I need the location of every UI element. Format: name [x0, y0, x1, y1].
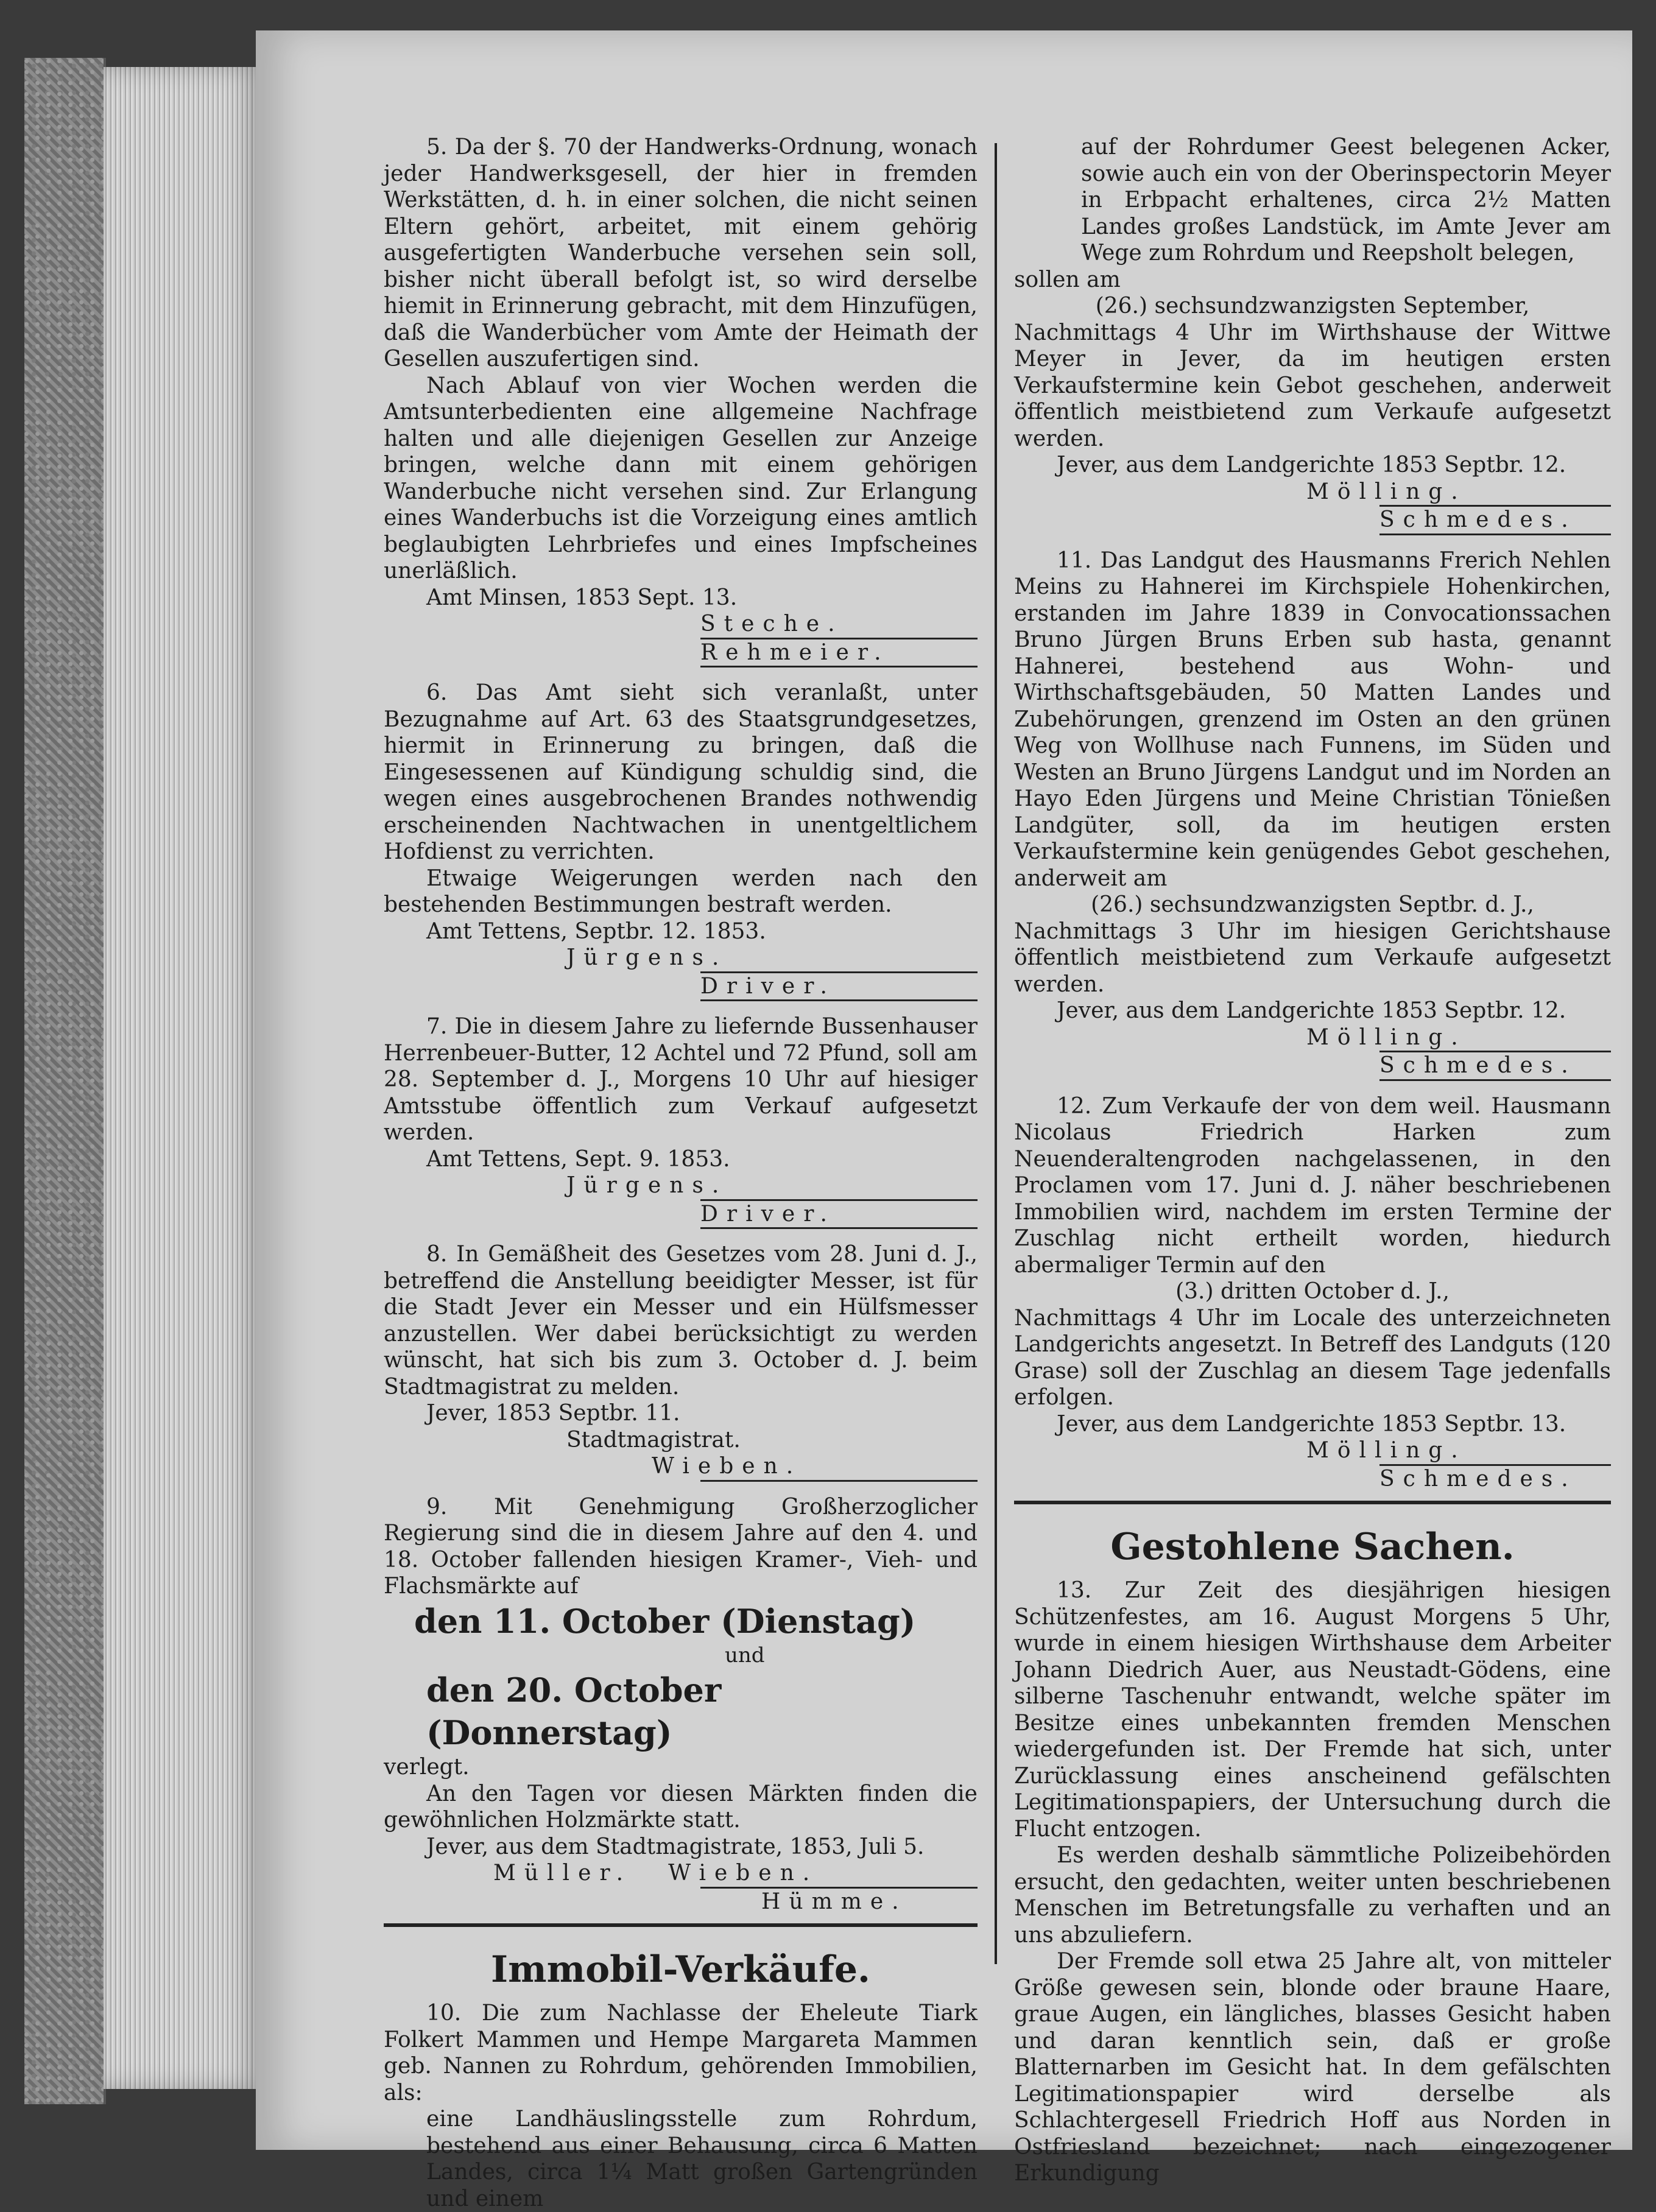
notice-12 — [1014, 1093, 1611, 1505]
signature: Driver. — [700, 973, 836, 999]
notice-dateline: Amt Tettens, Septbr. 12. 1853. — [426, 918, 766, 944]
notice-dateline: Jever, aus dem Landgerichte 1853 Septbr. 12. — [1057, 453, 1566, 477]
notice-dateline: Jever, 1853 Septbr. 11. — [426, 1401, 680, 1426]
notice-5 — [384, 134, 978, 667]
notice-10-continued — [1014, 134, 1611, 535]
notice-11 — [1014, 548, 1611, 1081]
notice-paragraph: Nach Ablauf von vier Wochen werden die Amtsunterbedienten eine allgemeine Nachfrage halten und alle diejenigen Gesellen zur Anzeige bringen, welche dann mit einem gehörigen Wanderbuche nicht versehen sind. Zur Erlangung eines Wanderbuchs ist die Vorzeigung eines amtlich beglaubigten Lehrbriefes und eines Impfscheines unerläßlich. — [384, 373, 978, 583]
notice-paragraph: 9. Mit Genehmigung Großherzoglicher Regierung sind die in diesem Jahre auf den 4. und 18. October fallenden hiesigen Kramer-, Vieh- und Flachsmärkte auf — [384, 1494, 978, 1599]
notice-8 — [384, 1241, 978, 1482]
notice-paragraph: 13. Zur Zeit des diesjährigen hiesigen Schützenfestes, am 16. August Morgens 5 Uhr, wurde in einem hiesigen Wirthshause dem Arbeiter Johann Diedrich Auer, aus Neustadt-Gödens, eine silberne Taschenuhr entwandt, welche später im Besitze eines unbekannten fremden Menschen wiedergefunden ist. Der Fremde hat sich, unter Zurücklassung eines anscheinend gefälschten Legitimationspapiers, der Untersuchung durch die Flucht entzogen. — [1014, 1578, 1611, 1842]
signature: Rehmeier. — [700, 639, 890, 665]
notice-13 — [1014, 1577, 1611, 2187]
signature: Mölling. — [1306, 1438, 1467, 1463]
notice-paragraph: Etwaige Weigerungen werden nach den bestehenden Bestimmungen bestraft werden. — [384, 865, 978, 917]
notice-paragraph: 12. Zum Verkaufe der von dem weil. Hausmann Nicolaus Friedrich Harken zum Neuenderaltengroden nachgelassenen, in den Proclamen vom 17. Juni d. J. näher beschriebenen Immobilien wird, nachdem im ersten Termine der Zuschlag nicht ertheilt worden, hiedurch abermaliger Termin auf den — [1014, 1093, 1611, 1278]
notice-paragraph: Es werden deshalb sämmtliche Polizeibehörden ersucht, den gedachten, weiter unten beschriebenen Menschen im Betretungsfalle zu verhaften und an uns abzuliefern. — [1014, 1843, 1611, 1948]
notice-paragraph: 10. Die zum Nachlasse der Eheleute Tiark Folkert Mammen und Hempe Margareta Mammen geb. Nannen zu Rohrdum, gehörenden Immobilien, als: — [384, 2001, 978, 2105]
divider-line — [1379, 1079, 1611, 1081]
notice-paragraph: 11. Das Landgut des Hausmanns Frerich Nehlen Meins zu Hahnerei im Kirchspiele Hohenkirchen, erstanden im Jahre 1839 in Convocationssachen Bruno Jürgen Bruns Erben sub hasta, genannt Hahnerei, bestehend aus Wohn- und Wirthschaftsgebäuden, 50 Matten Landes und Zubehörungen, grenzend im Osten an den grünen Weg von Wollhuse nach Funnens, im Süden und Westen an Bruno Jürgens Landgut und im Norden an Hayo Eden Jürgens und Meine Christian Tönießen Landgüter, soll, da im heutigen ersten Verkaufstermine kein genügendes Gebot geschehen, anderweit am — [1014, 548, 1611, 891]
auction-date: (3.) dritten October d. J., — [1175, 1279, 1450, 1304]
column-divider — [995, 143, 997, 1964]
notice-dateline: Jever, aus dem Landgerichte 1853 Septbr. 13. — [1057, 1411, 1566, 1437]
notice-dateline: Jever, aus dem Landgerichte 1853 Septbr. 12. — [1057, 998, 1566, 1023]
divider-line — [700, 1480, 978, 1482]
notice-paragraph: Der Fremde soll etwa 25 Jahre alt, von mitteler Größe gewesen sein, blonde oder braune Haare, graue Augen, ein längliches, blasses Gesicht haben und daran kenntlich sein, daß er große Blatternarben im Gesicht hat. In dem gefälschten Legitimationspapier wird derselbe als Schlachtergesell Friedrich Hoff aus Norden in Ostfriesland bezeichnet; nach eingezogener Erkundigung — [1014, 1949, 1611, 2186]
notice-paragraph: An den Tagen vor diesen Märkten finden die gewöhnlichen Holzmärkte statt. — [384, 1781, 978, 1833]
notice-paragraph: 5. Da der §. 70 der Handwerks-Ordnung, wonach jeder Handwerksgesell, der hier in fremden Werkstätten, d. h. in einer solchen, die nicht seinen Eltern gehört, arbeitet, mit einem gehörig ausgefertigten Wanderbuche versehen sein soll, bisher nicht überall befolgt ist, so wird derselbe hiemit in Erinnerung gebracht, mit dem Hinzufügen, daß die Wanderbücher vom Amte der Heimath der Gesellen auszufertigen sind. — [384, 135, 978, 372]
notice-dateline: Jever, aus dem Stadtmagistrate, 1853, Juli 5. — [426, 1834, 925, 1859]
notice-paragraph: eine Landhäuslingsstelle zum Rohrdum, bestehend aus einer Behausung, circa 6 Matten Landes, circa 1¼ Matt großen Gartengründen und einem — [426, 2107, 978, 2211]
signature: Mölling. — [1306, 479, 1467, 504]
divider-line — [700, 666, 978, 667]
authority-name: Stadtmagistrat. — [566, 1427, 741, 1453]
signature: Wieben. — [668, 1861, 819, 1886]
signature: Schmedes. — [1379, 1466, 1577, 1492]
notice-dateline: Amt Tettens, Sept. 9. 1853. — [426, 1146, 730, 1172]
notice-paragraph: Nachmittags 4 Uhr im Locale des unterzeichneten Landgerichts angesetzt. In Betreff des Landguts (120 Grase) soll der Zuschlag an diesem Tage jedenfalls erfolgen. — [1014, 1305, 1611, 1410]
signature: Hümme. — [761, 1889, 907, 1914]
notice-text: verlegt. — [384, 1755, 470, 1780]
notice-paragraph: auf der Rohrdumer Geest belegenen Acker, sowie auch ein von der Oberinspectorin Meyer in Erbpacht erhaltenes, circa 2½ Matten Landes großes Landstück, im Amte Jever am Wege zum Rohrdum und Reepsholt belegen, — [1081, 135, 1611, 266]
right-column — [1014, 134, 1611, 2187]
divider-line — [700, 1227, 978, 1229]
notice-10 — [384, 2000, 978, 2212]
signature-line — [384, 1860, 978, 1887]
notice-paragraph: Nachmittags 4 Uhr im Wirthshause der Wittwe Meyer in Jever, da im heutigen ersten Verkaufstermine kein Gebot geschehen, anderweit öffentlich meistbietend zum Verkaufe aufgesetzt werden. — [1014, 320, 1611, 451]
notice-7 — [384, 1013, 978, 1229]
signature: Mölling. — [1306, 1024, 1467, 1050]
section-heading-stolen: Gestohlene Sachen. — [1110, 1526, 1515, 1568]
signature: Schmedes. — [1379, 507, 1577, 532]
divider-line — [1379, 534, 1611, 535]
signature: Müller. — [493, 1861, 632, 1886]
signature: Steche. — [700, 611, 844, 636]
notice-text: sollen am — [1014, 267, 1121, 292]
section-heading-immobil: Immobil-Verkäufe. — [491, 1948, 870, 1991]
notice-6 — [384, 680, 978, 1001]
notice-9 — [384, 1494, 978, 1928]
auction-date: (26.) sechsundzwanzigsten Septbr. d. J., — [1091, 892, 1534, 917]
signature: Wieben. — [652, 1454, 802, 1479]
signature: Schmedes. — [1379, 1053, 1577, 1078]
market-date-1: den 11. October (Dienstag) — [414, 1601, 916, 1641]
page-edges — [104, 67, 262, 2089]
market-date-2: den 20. October (Donnerstag) — [426, 1671, 722, 1752]
book-cover-spine — [24, 58, 106, 2104]
signature: Driver. — [700, 1201, 836, 1227]
notice-paragraph: Nachmittags 3 Uhr im hiesigen Gerichtshause öffentlich meistbietend zum Verkaufe aufgesetzt werden. — [1014, 918, 1611, 997]
notice-paragraph: 7. Die in diesem Jahre zu liefernde Bussenhauser Herrenbeuer-Butter, 12 Achtel und 72 Pfund, soll am 28. September d. J., Morgens 10 Uhr auf hiesiger Amtsstube öffentlich zum Verkauf aufgesetzt werden. — [384, 1014, 978, 1145]
notice-paragraph: 8. In Gemäßheit des Gesetzes vom 28. Juni d. J., betreffend die Anstellung beeidigter Messer, ist für die Stadt Jever ein Messer und ein Hülfsmesser anzustellen. Wer dabei berücksichtigt zu werden wünscht, hat sich bis zum 3. October d. J. beim Stadtmagistrat zu melden. — [384, 1242, 978, 1400]
divider-line — [700, 999, 978, 1001]
signature: Jürgens. — [566, 1173, 728, 1198]
left-column — [384, 134, 978, 2212]
section-rule — [384, 1923, 978, 1927]
conjunction: und — [725, 1643, 765, 1668]
auction-date: (26.) sechsundzwanzigsten September, — [1095, 294, 1530, 319]
notice-paragraph: 6. Das Amt sieht sich veranlaßt, unter Bezugnahme auf Art. 63 des Staatsgrundgesetzes, hiermit in Erinnerung zu bringen, daß die Eingesessenen auf Kündigung schuldig sind, die wegen eines ausgebrochenen Brandes nothwendig erscheinenden Nachtwachen in unentgeltlichem Hofdienst zu verrichten. — [384, 680, 978, 864]
section-rule — [1014, 1501, 1611, 1504]
notice-dateline: Amt Minsen, 1853 Sept. 13. — [426, 585, 738, 610]
signature: Jürgens. — [566, 945, 728, 970]
